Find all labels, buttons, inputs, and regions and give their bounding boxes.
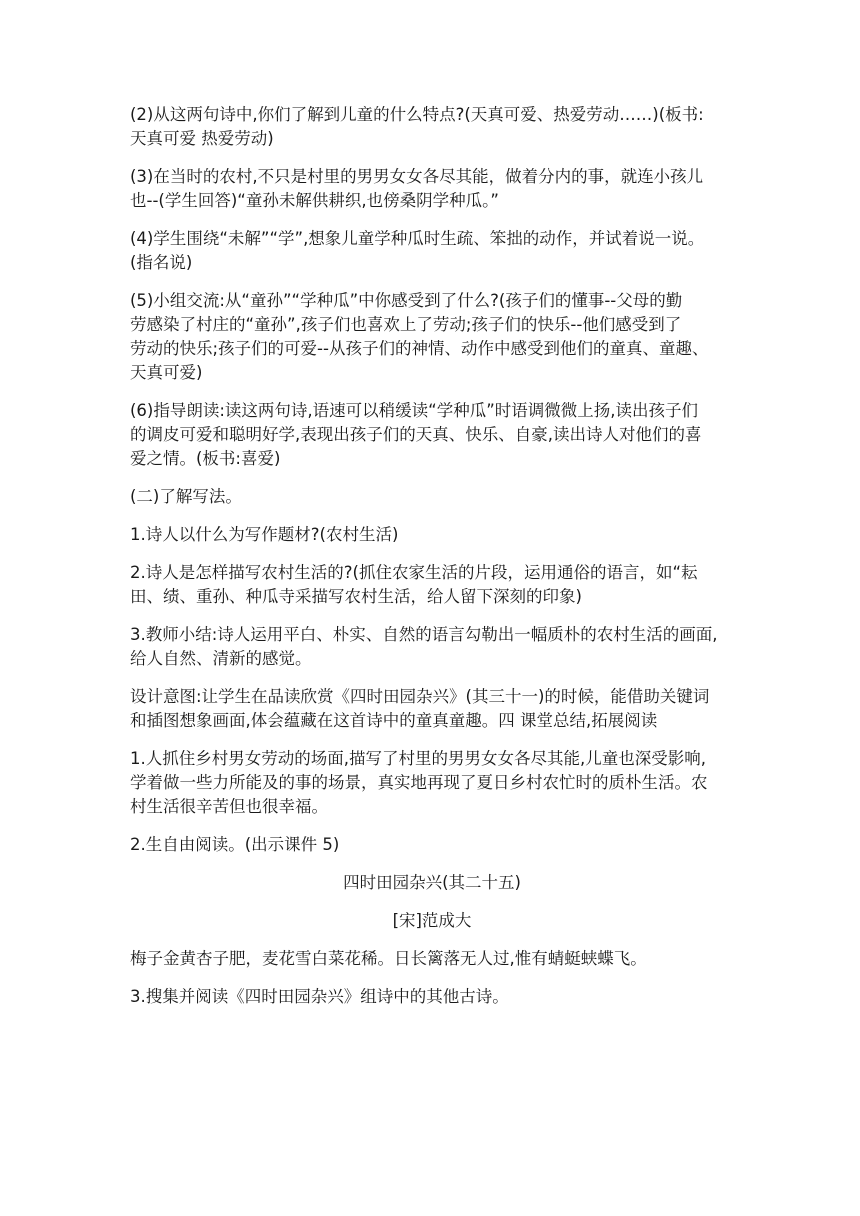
text-line: (5)小组交流:从“童孙”“学种瓜”中你感受到了什么?(孩子们的懂事--父母的勤 [130, 291, 683, 310]
text-line: 村生活很辛苦但也很幸福。 [130, 797, 328, 816]
paragraph-4 [130, 227, 734, 275]
text-line: 天真可爱 热爱劳动) [130, 129, 274, 148]
text-line: (4)学生围绕“未解”“学”,想象儿童学种瓜时生疏、笨拙的动作，并试着说一说。 [130, 229, 705, 248]
text-line: 给人自然、清新的感觉。 [130, 649, 312, 668]
poem-body [130, 947, 734, 971]
design-intent [130, 685, 734, 733]
text-line: (2)从这两句诗中,你们了解到儿童的什么特点?(天真可爱、热爱劳动……)(板书: [130, 105, 704, 124]
poem-author [130, 909, 734, 933]
question-3 [130, 623, 734, 671]
text-line: 设计意图:让学生在品读欣赏《四时田园杂兴》(其三十一)的时候，能借助关键词 [130, 687, 710, 706]
text-line: 爱之情。(板书:喜爱) [130, 449, 281, 468]
text-line: 劳动的快乐;孩子们的可爱--从孩子们的神情、动作中感受到他们的童真、童趣、 [130, 339, 709, 358]
paragraph-5 [130, 289, 734, 385]
text-line: (3)在当时的农村,不只是村里的男男女女各尽其能，做着分内的事，就连小孩儿 [130, 167, 704, 186]
text-line: 的调皮可爱和聪明好学,表现出孩子们的天真、快乐、自豪,读出诗人对他们的喜 [130, 425, 702, 444]
paragraph-3 [130, 165, 734, 213]
text-line: 2.诗人是怎样描写农村生活的?(抓住农家生活的片段，运用通俗的语言，如“耘 [130, 563, 698, 582]
poem-title [130, 871, 734, 895]
text-line: 1.诗人以什么为写作题材?(农村生活) [130, 525, 399, 544]
text-line: 也--(学生回答)“童孙未解供耕织,也傍桑阴学种瓜。” [130, 191, 499, 210]
text-line: 3.教师小结:诗人运用平白、朴实、自然的语言勾勒出一幅质朴的农村生活的画面, [130, 625, 718, 644]
text-line: 劳感染了村庄的“童孙”,孩子们也喜欢上了劳动;孩子们的快乐--他们感受到了 [130, 315, 682, 334]
extension-3 [130, 985, 734, 1009]
text-line: (6)指导朗读:读这两句诗,语速可以稍缓读“学种瓜”时语调微微上扬,读出孩子们 [130, 401, 699, 420]
text-line: 学着做一些力所能及的事的场景，真实地再现了夏日乡村农忙时的质朴生活。农 [130, 773, 708, 792]
extension-2 [130, 833, 734, 857]
text-line: 天真可爱) [130, 363, 203, 382]
text-line: 1.人抓住乡村男女劳动的场面,描写了村里的男男女女各尽其能,儿童也深受影响, [130, 749, 706, 768]
question-2 [130, 561, 734, 609]
text-line: 和插图想象画面,体会蕴藏在这首诗中的童真童趣。四 课堂总结,拓展阅读 [130, 711, 658, 730]
text-line: [宋]范成大 [392, 911, 472, 930]
text-line: 四时田园杂兴(其二十五) [343, 873, 521, 892]
paragraph-2 [130, 103, 734, 151]
text-line: 梅子金黄杏子肥，麦花雪白菜花稀。日长篱落无人过,惟有蜻蜓蛱蝶飞。 [130, 949, 647, 968]
document-page [130, 103, 734, 1023]
extension-1 [130, 747, 734, 819]
text-line: 3.搜集并阅读《四时田园杂兴》组诗中的其他古诗。 [130, 987, 509, 1006]
paragraph-6 [130, 399, 734, 471]
text-line: 2.生自由阅读。(出示课件 5) [130, 835, 340, 854]
text-line: 田、绩、重孙、种瓜寺采描写农村生活，给人留下深刻的印象) [130, 587, 582, 606]
text-line: (二)了解写法。 [130, 487, 242, 506]
question-1 [130, 523, 734, 547]
section-heading-2 [130, 485, 734, 509]
text-line: (指名说) [130, 253, 193, 272]
